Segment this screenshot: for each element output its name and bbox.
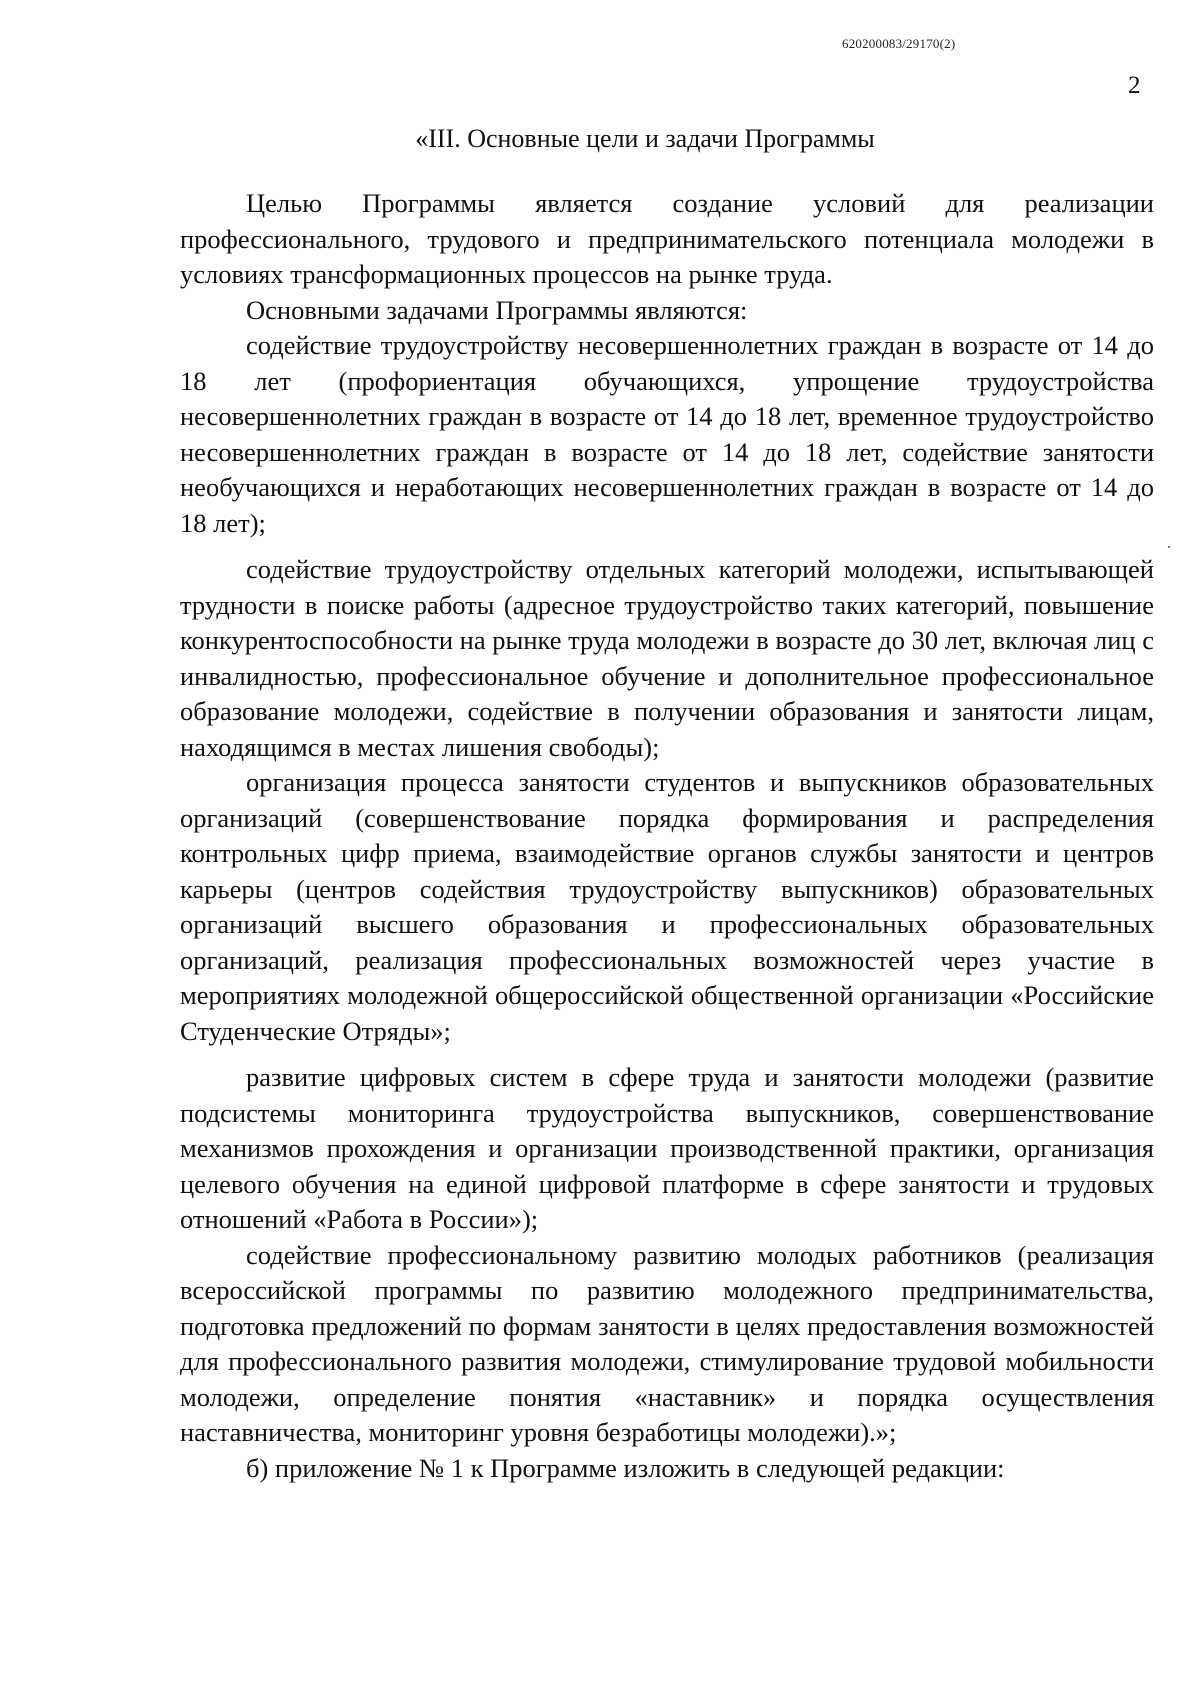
paragraph-tasks-intro: Основными задачами Программы являются: [246,294,748,325]
paragraph-task-categories: содействие трудоустройству отдельных категорий молодежи, испытывающей трудности в поиске работы (адресное трудоустройство таких категорий, повышение конкурентоспособности на рынке труда молодежи в возрасте до 30 лет, включая лиц с инвалидностью, профессиональное обучение и дополнительное профессиональное образование молодежи, содействие в получении образования и занятости лицам, находящимся в местах лишения свободы); [180,554,1154,762]
document-id: 620200083/29170(2) [842,36,956,51]
section-title: «III. Основные цели и задачи Программы [415,124,875,153]
page-number: 2 [1128,72,1141,99]
paragraph-task-students: организация процесса занятости студентов и выпускников образовательных организаций (совершенствование порядка формирования и распределения контрольных цифр приема, взаимодействие органов службы занятости и центров карьеры (центров содействия трудоустройству выпускников) образовательных организаций высшего образования и профессиональных образовательных организаций, реализация профессиональных возможностей через участие в мероприятиях молодежной общероссийской общественной организации «Российские Студенческие Отряды»; [180,767,1154,1046]
paragraph-task-development: содействие профессиональному развитию молодых работников (реализация всероссийской программы по развитию молодежного предпринимательства, подготовка предложений по формам занятости в целях предоставления возможностей для профессионального развития молодежи, стимулирование трудовой мобильности молодежи, определение понятия «наставник» и порядка осуществления наставничества, мониторинг уровня безработицы молодежи).»; [180,1239,1154,1447]
paragraph-task-minors: содействие трудоустройству несовершеннолетних граждан в возрасте от 14 до 18 лет (профориентация обучающихся, упрощение трудоустройства несовершеннолетних граждан в возрасте от 14 до 18 лет, временное трудоустройство несовершеннолетних граждан в возрасте от 14 до 18 лет, содействие занятости необучающихся и неработающих несовершеннолетних граждан в возрасте от 14 до 18 лет); [180,330,1154,538]
scan-speck [1168,546,1170,548]
document-body [180,186,1154,1486]
paragraph-goal: Целью Программы является создание условий для реализации профессионального, трудового и предпринимательского потенциала молодежи в условиях трансформационных процессов на рынке труда. [180,188,1154,289]
paragraph-appendix: б) приложение № 1 к Программе изложить в следующей редакции: [246,1452,1005,1483]
paragraph-task-digital: развитие цифровых систем в сфере труда и занятости молодежи (развитие подсистемы мониторинга трудоустройства выпускников, совершенствование механизмов прохождения и организации производственной практики, организация целевого обучения на единой цифровой платформе в сфере занятости и трудовых отношений «Работа в России»); [180,1062,1154,1234]
